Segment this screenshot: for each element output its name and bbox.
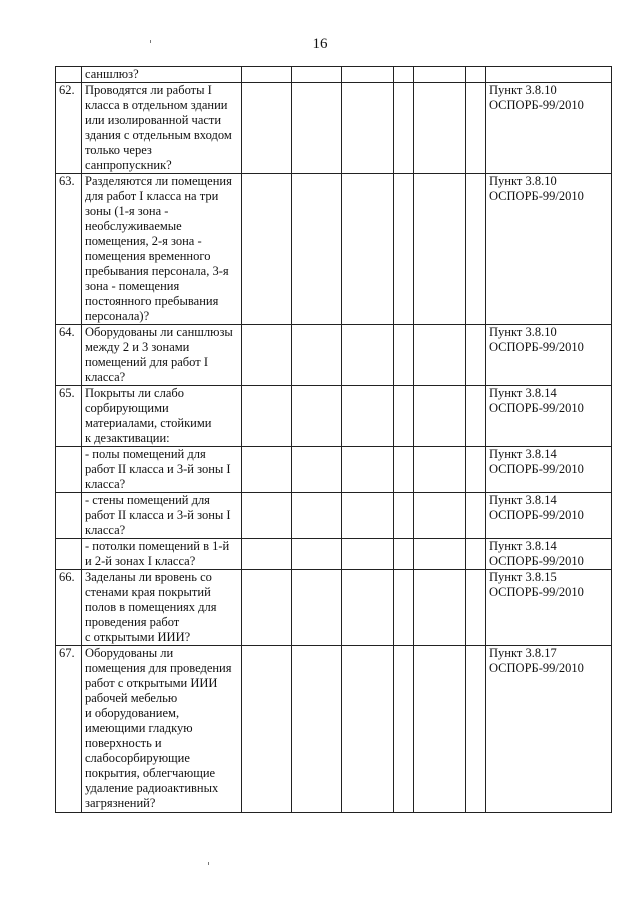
item-number-cell: 62. [56, 83, 82, 174]
table-row [56, 67, 612, 83]
answer-cell [466, 67, 486, 83]
question-cell: - потолки помещений в 1-й и 2-й зонах I класса? [82, 539, 242, 570]
table-row [56, 447, 612, 493]
answer-cell [466, 493, 486, 539]
reference-cell [486, 67, 612, 83]
answer-cell [242, 493, 292, 539]
question-cell: - стены помещений для работ II класса и 3-й зоны I класса? [82, 493, 242, 539]
answer-cell [242, 325, 292, 386]
answer-cell [292, 493, 342, 539]
answer-cell [414, 174, 466, 325]
item-number-cell: 63. [56, 174, 82, 325]
answer-cell [394, 83, 414, 174]
answer-cell [242, 83, 292, 174]
page-number: 16 [312, 36, 328, 52]
table-row [56, 174, 612, 325]
answer-cell [414, 83, 466, 174]
answer-cell [342, 646, 394, 813]
answer-cell [394, 386, 414, 447]
item-number-cell [56, 67, 82, 83]
answer-cell [342, 67, 394, 83]
checklist-table [55, 66, 612, 813]
answer-cell [466, 570, 486, 646]
answer-cell [466, 386, 486, 447]
item-number-cell [56, 493, 82, 539]
reference-cell: Пункт 3.8.14 ОСПОРБ-99/2010 [486, 493, 612, 539]
reference-cell: Пункт 3.8.10 ОСПОРБ-99/2010 [486, 325, 612, 386]
answer-cell [414, 67, 466, 83]
reference-cell: Пункт 3.8.15 ОСПОРБ-99/2010 [486, 570, 612, 646]
item-number-cell: 66. [56, 570, 82, 646]
answer-cell [414, 539, 466, 570]
reference-cell: Пункт 3.8.14 ОСПОРБ-99/2010 [486, 386, 612, 447]
scan-speck [150, 40, 151, 43]
table-row [56, 325, 612, 386]
answer-cell [394, 447, 414, 493]
answer-cell [292, 447, 342, 493]
question-cell: Оборудованы ли помещения для проведения работ с открытыми ИИИ рабочей мебелью и оборудованием, имеющими гладкую поверхность и слабосорбирующие покрытия, облегчающие удаление радиоактивных загрязнений? [82, 646, 242, 813]
answer-cell [342, 447, 394, 493]
reference-cell: Пункт 3.8.14 ОСПОРБ-99/2010 [486, 447, 612, 493]
item-number-cell [56, 447, 82, 493]
answer-cell [414, 447, 466, 493]
answer-cell [466, 325, 486, 386]
table-row [56, 493, 612, 539]
answer-cell [242, 539, 292, 570]
answer-cell [394, 570, 414, 646]
question-cell: Покрыты ли слабо сорбирующими материалами, стойкими к дезактивации: [82, 386, 242, 447]
answer-cell [342, 83, 394, 174]
answer-cell [466, 447, 486, 493]
answer-cell [394, 325, 414, 386]
question-cell: Проводятся ли работы I класса в отдельном здании или изолированной части здания с отдельным входом только через санпропускник? [82, 83, 242, 174]
answer-cell [394, 646, 414, 813]
question-cell: саншлюз? [82, 67, 242, 83]
answer-cell [414, 325, 466, 386]
answer-cell [342, 174, 394, 325]
answer-cell [292, 83, 342, 174]
answer-cell [466, 174, 486, 325]
question-cell: - полы помещений для работ II класса и 3-й зоны I класса? [82, 447, 242, 493]
answer-cell [242, 386, 292, 447]
table-row [56, 646, 612, 813]
item-number-cell: 67. [56, 646, 82, 813]
answer-cell [414, 570, 466, 646]
reference-cell: Пункт 3.8.10 ОСПОРБ-99/2010 [486, 174, 612, 325]
question-cell: Оборудованы ли саншлюзы между 2 и 3 зонами помещений для работ I класса? [82, 325, 242, 386]
answer-cell [292, 386, 342, 447]
answer-cell [242, 570, 292, 646]
answer-cell [292, 67, 342, 83]
answer-cell [342, 386, 394, 447]
answer-cell [394, 67, 414, 83]
answer-cell [466, 539, 486, 570]
answer-cell [292, 539, 342, 570]
item-number-cell: 64. [56, 325, 82, 386]
table-row [56, 83, 612, 174]
reference-cell: Пункт 3.8.10 ОСПОРБ-99/2010 [486, 83, 612, 174]
table-row [56, 386, 612, 447]
answer-cell [466, 83, 486, 174]
answer-cell [414, 386, 466, 447]
item-number-cell [56, 539, 82, 570]
item-number-cell: 65. [56, 386, 82, 447]
question-cell: Разделяются ли помещения для работ I класса на три зоны (1-я зона - необслуживаемые помещения, 2-я зона - помещения временного пребывания персонала, 3-я зона - помещения постоянного пребывания персонала)? [82, 174, 242, 325]
answer-cell [292, 570, 342, 646]
answer-cell [342, 493, 394, 539]
answer-cell [242, 646, 292, 813]
answer-cell [394, 174, 414, 325]
table-row [56, 539, 612, 570]
reference-cell: Пункт 3.8.14 ОСПОРБ-99/2010 [486, 539, 612, 570]
answer-cell [292, 174, 342, 325]
answer-cell [292, 646, 342, 813]
scan-speck [208, 862, 209, 865]
question-cell: Заделаны ли вровень со стенами края покрытий полов в помещениях для проведения работ с открытыми ИИИ? [82, 570, 242, 646]
answer-cell [242, 174, 292, 325]
answer-cell [342, 570, 394, 646]
answer-cell [466, 646, 486, 813]
answer-cell [242, 67, 292, 83]
answer-cell [342, 325, 394, 386]
answer-cell [394, 493, 414, 539]
answer-cell [394, 539, 414, 570]
answer-cell [292, 325, 342, 386]
reference-cell: Пункт 3.8.17 ОСПОРБ-99/2010 [486, 646, 612, 813]
answer-cell [342, 539, 394, 570]
table-row [56, 570, 612, 646]
answer-cell [414, 646, 466, 813]
answer-cell [242, 447, 292, 493]
answer-cell [414, 493, 466, 539]
